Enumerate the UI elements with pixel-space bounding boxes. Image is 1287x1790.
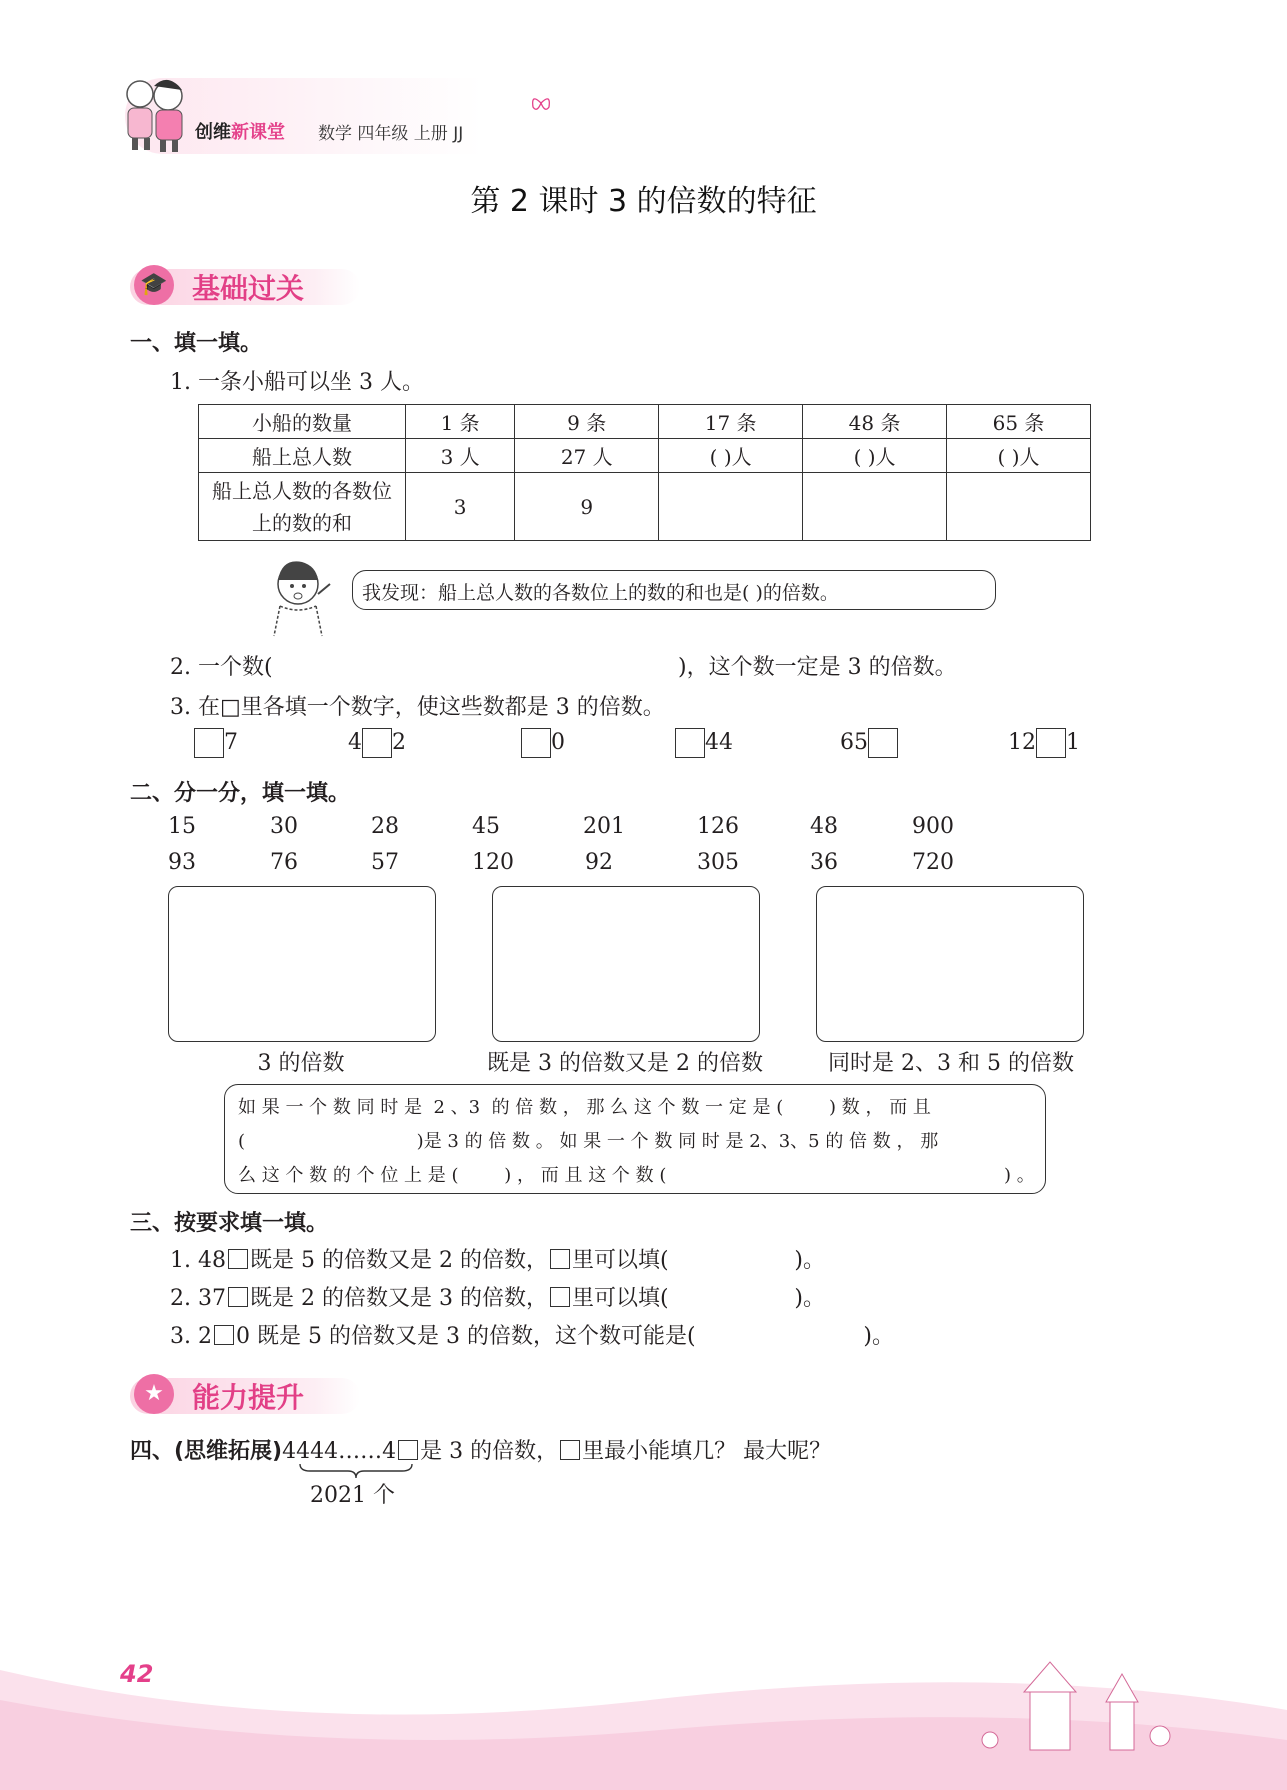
boat-table (198, 404, 1091, 541)
part3-item-2: 2. 37 既是 2 的倍数又是 3 的倍数， 里可以填( )。 (170, 1286, 825, 1311)
table-cell: 3 (406, 473, 515, 541)
number-item: 76 (270, 850, 298, 875)
part2-heading: 二、分一分，填一填。 (130, 781, 351, 806)
castle-illustration (960, 1650, 1190, 1760)
question-2-end: )，这个数一定是 3 的倍数。 (678, 655, 957, 680)
table-cell: 9 条 (515, 405, 659, 439)
table-cell: 3 人 (406, 439, 515, 473)
answer-cell[interactable] (947, 473, 1091, 541)
question-1: 1. 一条小船可以坐 3 人。 (170, 370, 424, 395)
q3-item: 0 (521, 728, 565, 758)
note-line: 如 果 一 个 数 同 时 是 2 、3 的 倍 数 ， 那 么 这 个 数 一 定 是 ( ) 数 ， 而 且 (238, 1097, 931, 1118)
table-cell: 9 (515, 473, 659, 541)
page-number: 42 (120, 1660, 154, 1688)
note-line: 么 这 个 数 的 个 位 上 是 ( ) ， 而 且 这 个 数 ( ) 。 (238, 1165, 1035, 1186)
part3-item-1: 1. 48 既是 5 的倍数又是 2 的倍数， 里可以填( )。 (170, 1248, 825, 1273)
q3-item: 65 (840, 728, 898, 758)
table-header: 船上总人数的各数位上的数的和 (199, 473, 406, 541)
note-line: ( )是 3 的 倍 数 。 如 果 一 个 数 同 时 是 2、3、5 的 倍 数 ， 那 (238, 1131, 939, 1152)
digit-box[interactable] (521, 728, 551, 758)
small-box-icon (550, 1249, 570, 1269)
answer-box-multiples-3-and-2[interactable] (492, 886, 760, 1042)
brace-label: 2021 个 (310, 1483, 395, 1508)
boy-illustration (266, 556, 346, 638)
answer-cell[interactable] (659, 473, 803, 541)
number-item: 28 (371, 814, 399, 839)
small-box-icon (550, 1287, 570, 1307)
number-item: 93 (168, 850, 196, 875)
table-cell: 1 条 (406, 405, 515, 439)
question-3: 3. 在□里各填一个数字，使这些数都是 3 的倍数。 (170, 695, 665, 720)
table-header: 船上总人数 (199, 439, 406, 473)
q3-item: 12 1 (1008, 728, 1080, 758)
number-item: 45 (472, 814, 500, 839)
number-item: 305 (697, 850, 739, 875)
digit-box[interactable] (194, 728, 224, 758)
number-item: 30 (270, 814, 298, 839)
number-item: 900 (912, 814, 954, 839)
butterfly-icon (530, 92, 552, 114)
box-label: 3 的倍数 (257, 1051, 345, 1076)
digit-box[interactable] (1036, 728, 1066, 758)
kids-illustration (118, 72, 198, 156)
graduation-cap-icon: 🎓 (134, 265, 174, 305)
discovery-text: 我发现：船上总人数的各数位上的数的和也是( )的倍数。 (362, 582, 839, 604)
table-cell: 27 人 (515, 439, 659, 473)
table-cell: 48 条 (803, 405, 947, 439)
q3-item: 44 (675, 728, 733, 758)
answer-box-multiples-3[interactable] (168, 886, 436, 1042)
brand-name: 创维新课堂 (195, 122, 285, 143)
part1-heading: 一、填一填。 (130, 331, 263, 356)
trophy-icon: ★ (134, 1374, 174, 1414)
digit-box[interactable] (868, 728, 898, 758)
digit-box[interactable] (228, 1249, 248, 1269)
answer-blank[interactable]: ( )人 (947, 439, 1091, 473)
table-row (199, 473, 1091, 541)
page-title: 第 2 课时 3 的倍数的特征 (470, 184, 817, 219)
number-item: 120 (472, 850, 514, 875)
long-number: 4444……4 (282, 1439, 397, 1464)
section-banner-ability: ★ 能力提升 (130, 1374, 390, 1418)
number-item: 720 (912, 850, 954, 875)
number-item: 15 (168, 814, 196, 839)
digit-box[interactable] (675, 728, 705, 758)
table-row (199, 405, 1091, 439)
digit-box[interactable] (398, 1440, 418, 1460)
box-label: 既是 3 的倍数又是 2 的倍数 (487, 1051, 763, 1076)
part4-question: 四、(思维拓展)4444……4 是 3 的倍数， 里最小能填几？ 最大呢？ (130, 1439, 832, 1464)
section-banner-basic: 🎓 基础过关 (130, 265, 390, 309)
table-cell: 65 条 (947, 405, 1091, 439)
part3-item-3: 3. 2 0 既是 5 的倍数又是 3 的倍数，这个数可能是( )。 (170, 1324, 894, 1349)
book-info: 数学 四年级 上册 JJ (318, 124, 464, 144)
number-item: 92 (585, 850, 613, 875)
digit-box[interactable] (214, 1325, 234, 1345)
table-cell: 17 条 (659, 405, 803, 439)
answer-box-multiples-2-3-5[interactable] (816, 886, 1084, 1042)
answer-blank[interactable]: ( )人 (659, 439, 803, 473)
number-item: 48 (810, 814, 838, 839)
table-row (199, 439, 1091, 473)
question-2-start: 2. 一个数( (170, 655, 273, 680)
box-label: 同时是 2、3 和 5 的倍数 (828, 1051, 1074, 1076)
digit-box[interactable] (228, 1287, 248, 1307)
q3-item: 4 2 (348, 728, 406, 758)
answer-blank[interactable]: ( )人 (803, 439, 947, 473)
answer-cell[interactable] (803, 473, 947, 541)
number-item: 36 (810, 850, 838, 875)
q3-item: 7 (194, 728, 238, 758)
number-item: 57 (371, 850, 399, 875)
part3-heading: 三、按要求填一填。 (130, 1211, 329, 1236)
number-item: 201 (583, 814, 625, 839)
number-item: 126 (697, 814, 739, 839)
small-box-icon (560, 1440, 580, 1460)
table-header: 小船的数量 (199, 405, 406, 439)
digit-box[interactable] (362, 728, 392, 758)
